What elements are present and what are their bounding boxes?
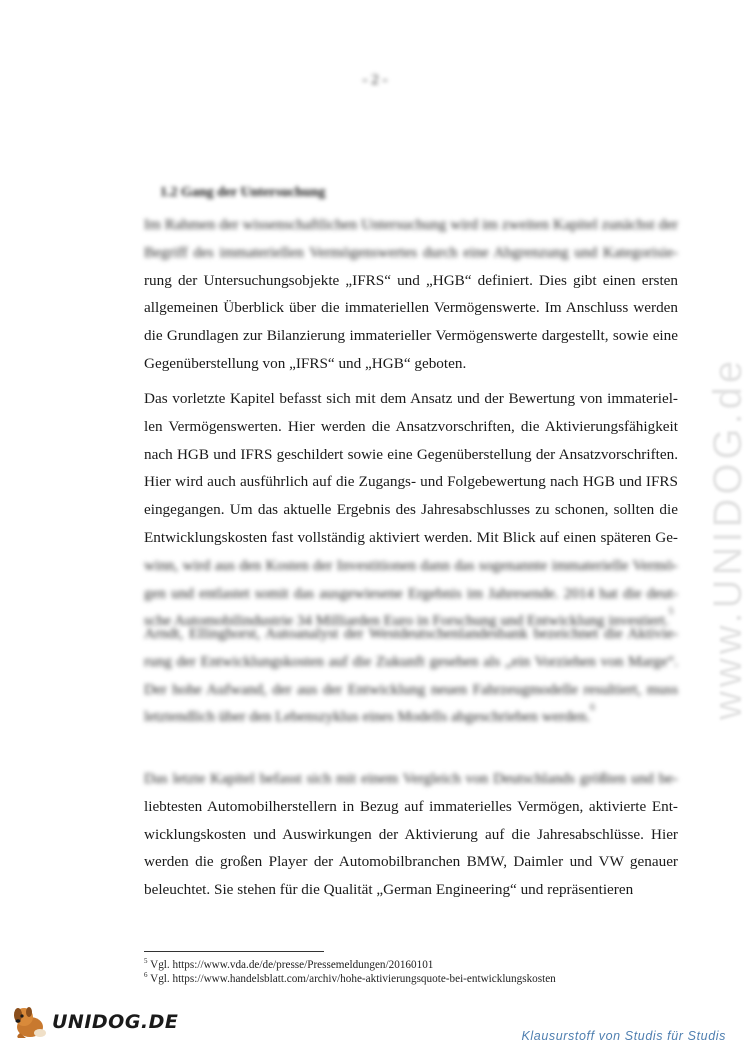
text-line: Gegenüberstellung von „IFRS“ und „HGB“ geboten. xyxy=(144,354,467,372)
text-line: rung der Entwicklungskosten auf die Zukunft gesehen als „ein Vorziehen von Marge“. xyxy=(144,652,678,670)
paragraph-1 xyxy=(144,211,678,378)
footer-tagline: Klausurstoff von Studis für Studis xyxy=(521,1029,726,1043)
logo-text: UNIDOG.DE xyxy=(52,1011,179,1033)
text-line: liebtesten Automobilherstellern in Bezug auf immaterielles Vermögen, aktivierte Ent- xyxy=(144,797,678,815)
footnotes xyxy=(144,958,678,986)
text-line: gen und entlastet somit das ausgewiesene Ergebnis im Jahresende. 2014 hat die deut- xyxy=(144,584,678,602)
text-line: Das vorletzte Kapitel befasst sich mit dem Ansatz und der Bewertung von immateriel- xyxy=(144,390,678,407)
watermark: www.UNIDOG.de xyxy=(706,356,750,720)
text-line: Das letzte Kapitel befasst sich mit einem Vergleich von Deutschlands größten und be- xyxy=(144,770,678,787)
text-line: nach HGB und IFRS geschildert sowie eine Gegenüberstellung der Ansatzvorschriften. xyxy=(144,445,678,463)
footnote xyxy=(144,972,678,986)
text-line: die Grundlagen zur Bilanzierung immaterieller Vermögenswerte dargestellt, sowie eine xyxy=(144,327,678,345)
footnote xyxy=(144,958,678,972)
page-number: - 2 - xyxy=(362,72,388,88)
text-line xyxy=(144,703,678,731)
text-line: Der hohe Aufwand, der aus der Entwicklung neuen Fahrzeugmodelle resultiert, muss xyxy=(144,680,678,698)
text-line-content: sche Automobilindustrie 34 Milliarden Euro in Forschung und Entwicklung investiert. xyxy=(144,612,669,630)
footnote-number: 5 xyxy=(144,957,148,965)
text-line: Arndt, Ellinghorst, Autoanalyst der Westdeutschenlandesbank bezeichnet die Aktivie- xyxy=(144,625,678,642)
text-line: len Vermögenswerten. Hier werden die Ansatzvorschriften, die Aktivierungsfähigkeit xyxy=(144,417,678,435)
paragraph-3 xyxy=(144,620,678,731)
text-line: allgemeinen Überblick über die immateriellen Vermögenswerte. Im Anschluss werden xyxy=(144,299,678,317)
paragraph-4 xyxy=(144,765,678,904)
dog-mascot-icon xyxy=(10,1003,50,1039)
text-line: werden die großen Player der Automobilbranchen BMW, Daimler und VW genauer xyxy=(144,853,678,871)
text-line: beleuchtet. Sie stehen für die Qualität „German Engineering“ und repräsentieren xyxy=(144,881,634,899)
paragraph-2 xyxy=(144,385,678,635)
footnote-divider xyxy=(144,951,324,952)
text-line: Im Rahmen der wissenschaftlichen Untersuchung wird im zweiten Kapitel zunächst der xyxy=(144,216,678,233)
text-line: Hier wird auch ausführlich auf die Zugangs- und Folgebewertung nach HGB und IFRS xyxy=(144,473,678,491)
footnote-text: Vgl. https://www.handelsblatt.com/archiv/hohe-aktivierungsquote-bei-entwicklungskosten xyxy=(150,973,556,985)
footnote-ref: 6 xyxy=(590,702,595,713)
footnote-ref: 5 xyxy=(668,606,674,617)
section-heading: 1.2 Gang der Untersuchung xyxy=(160,185,326,200)
footnote-text: Vgl. https://www.vda.de/de/presse/Pressemeldungen/20160101 xyxy=(150,959,434,971)
footnote-number: 6 xyxy=(144,971,148,979)
text-line: winn, wird aus den Kosten der Investitionen dann das sogenannte immaterielle Vermö- xyxy=(144,556,678,574)
text-line: Begriff des immateriellen Vermögenswertes durch eine Abgrenzung und Kategorisie- xyxy=(144,243,678,261)
text-line: rung der Untersuchungsobjekte „IFRS“ und „HGB“ definiert. Dies gibt einen ersten xyxy=(144,271,678,289)
text-line: Entwicklungskosten fast vollständig aktiviert werden. Mit Blick auf einen späteren Ge- xyxy=(144,528,678,546)
text-line: wicklungskosten und Auswirkungen der Aktivierung auf die Jahresabschlüsse. Hier xyxy=(144,825,678,843)
text-line-content: letztendlich über den Lebenszyklus eines Modells abgeschrieben werden. xyxy=(144,708,591,726)
text-line: eingegangen. Um das aktuelle Ergebnis des Jahresabschlusses zu schonen, sollten die xyxy=(144,501,678,519)
unidog-logo xyxy=(10,1003,179,1039)
